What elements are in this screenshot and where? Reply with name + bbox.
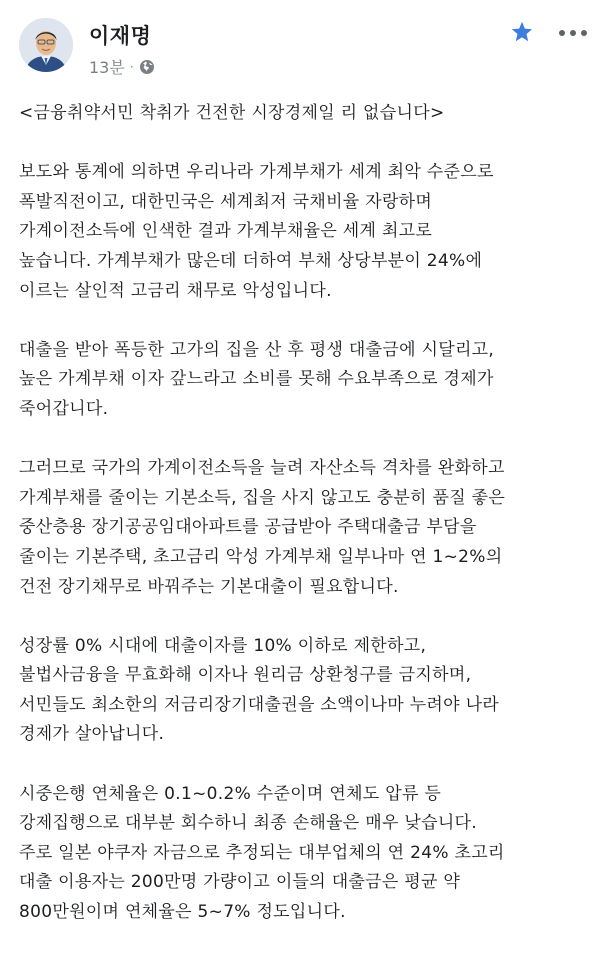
avatar[interactable] [19,18,73,72]
post-line: 대출을 받아 폭등한 고가의 집을 산 후 평생 대출금에 시달리고, [19,339,495,360]
post-line: 주로 일본 야쿠자 자금으로 추정되는 대부업체의 연 24% 초고리 [19,842,505,863]
meta-separator: · [129,59,134,74]
post-line: 가계이전소득에 인색한 결과 가계부채율은 세계 최고로 [19,221,433,242]
post-line: 시중은행 연체율은 0.1~0.2% 수준이며 연체도 압류 등 [19,783,442,804]
post-timestamp[interactable]: 13분 [89,58,125,77]
post-body [19,99,595,928]
paragraph-gap [19,425,595,455]
paragraph-gap [19,129,595,159]
paragraph-gap [19,750,595,780]
post-line: 대출 이용자는 200만명 가량이고 이들의 대출금은 평균 약 [19,872,461,893]
post-line: 그러므로 국가의 가계이전소득을 늘려 자산소득 격차를 완화하고 [19,458,505,479]
post-line: 중산층용 장기공공임대아파트를 공급받아 주택대출금 부담을 [19,517,477,538]
post-line: 건전 장기채무로 바꿔주는 기본대출이 필요합니다. [19,576,399,597]
post-title: <금융취약서민 착취가 건전한 시장경제일 리 없습니다> [19,103,445,123]
post-line: 강제집행으로 대부분 회수하니 최종 손해율은 매우 낮습니다. [19,813,477,834]
post-line: 줄이는 기본주택, 초고금리 악성 가계부채 일부나마 연 1~2%의 [19,546,503,567]
post-line: 800만원이며 연체율은 5~7% 정도입니다. [19,902,346,923]
post-line: 죽어갑니다. [19,398,109,419]
post-header [0,0,608,92]
paragraph-gap [19,602,595,632]
post-line: 폭발직전이고, 대한민국은 세계최저 국채비율 자랑하며 [19,191,433,212]
post-line: 성장률 0% 시대에 대출이자를 10% 이하로 제한하고, [19,635,427,656]
post-line: 높은 가계부채 이자 갚느라고 소비를 못해 수요부족으로 경제가 [19,369,494,390]
avatar-portrait-icon [19,18,73,72]
post-line: 불법사금융을 무효화해 이자나 원리금 상환청구를 금지하며, [19,665,472,686]
paragraph-gap [19,306,595,336]
more-options-icon[interactable] [558,28,588,38]
star-icon[interactable] [510,20,534,44]
post-meta [89,55,155,78]
post-line: 이르는 살인적 고금리 채무로 악성입니다. [19,280,332,301]
post-line: 경제가 살아납니다. [19,724,165,745]
author-name[interactable]: 이재명 [89,24,152,48]
post-line: 보도와 통계에 의하면 우리나라 가계부채가 세계 최악 수준으로 [19,162,494,183]
post-line: 서민들도 최소한의 저금리장기대출권을 소액이나마 누려야 나라 [19,694,500,715]
globe-icon[interactable] [139,59,155,75]
post-line: 가계부채를 줄이는 기본소득, 집을 사지 않고도 충분히 품질 좋은 [19,487,506,508]
post-line: 높습니다. 가계부채가 많은데 더하여 부채 상당부분이 24%에 [19,250,483,271]
